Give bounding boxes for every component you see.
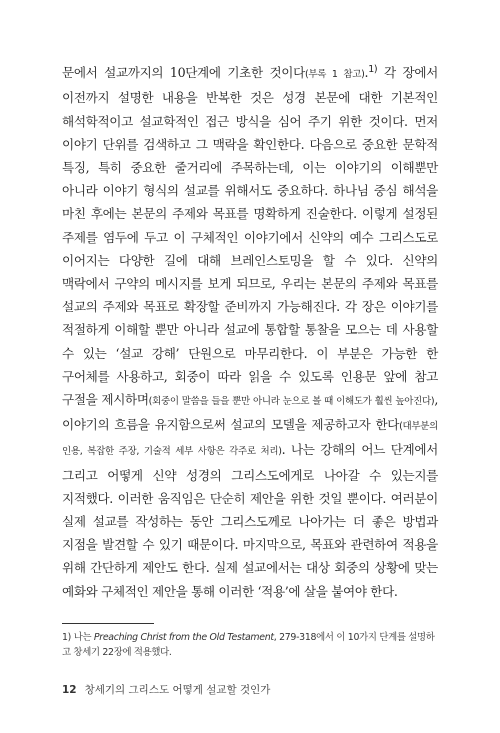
parenthetical-note: (부록 1 참고) — [304, 69, 365, 81]
footnote-text: , 279-318에서 이 10가지 단계를 설명하고 창세기 22장에 적용했다. — [62, 632, 435, 658]
book-title: Preaching Christ from the Old Testament — [93, 632, 274, 643]
text-segment: , 이야기의 흐름을 유지함으로써 설교의 모델을 제공하고자 한다 — [62, 392, 438, 433]
running-title: 창세기의 그리스도 어떻게 설교할 것인가 — [84, 684, 271, 696]
text-segment: 각 장에서 이전까지 설명한 내용을 반복한 것은 성경 본문에 대한 기본적인 해석학적이고 설교학적인 접근 방식을 심어 주기 위한 것이다. 먼저 이야기 단위를 검색하고 그 맥락을 확인한다. 다음으로 중요한 문학적 특징, 특히 중요한 줄거리에 주목하는데, 이는 이야기의 이해뿐만 아니라 이야기 형식의 설교를 위해서도 중요하다. 하나님 중심 해석을 마친 후에는 본문의 주제와 목표를 명확하게 진술한다. 이렇게 설정된 주제를 염두에 두고 이 구체적인 이야기에서 신약의 예수 그리스도로 이어지는 다양한 길에 대해 브레인스토밍을 할 수 있다. 신약의 맥락에서 구약의 메시지를 보게 되므로, 우리는 본문의 주제와 목표를 설교의 주제와 목표로 확장할 준비까지 가능해진다. 각 장은 이야기를 적절하게 이해할 뿐만 아니라 설교에 통합할 통찰을 모으는 데 사용할 수 있는 ‘설교 강해’ 단원으로 마무리한다. 이 부분은 가능한 한 구어체를 사용하고, 회중이 따라 읽을 수 있도록 인용문 앞에 참고 구절을 제시하며 — [62, 65, 438, 408]
parenthetical-note: (회중이 말씀을 들을 뿐만 아니라 눈으로 볼 때 이해도가 훨씬 높아진다) — [148, 396, 435, 408]
page-footer — [62, 682, 270, 697]
body-paragraph — [62, 58, 438, 603]
footnote — [62, 630, 438, 660]
footnote-reference[interactable]: 1) — [368, 64, 378, 75]
footnote-marker: 1) — [62, 632, 72, 643]
text-segment: . 나는 강해의 어느 단계에서 그리고 어떻게 신약 성경의 그리스도에게로 나아갈 수 있는지를 지적했다. 이러한 움직임은 단순히 제안을 위한 것일 뿐이다. 여러분이 실제 설교를 작성하는 동안 그리스도께로 나아가는 더 좋은 방법과 지점을 발견할 수 있기 때문이다. 마지막으로, 목표와 관련하여 적용을 위해 간단하게 제안도 한다. 실제 설교에서는 대상 회중의 상황에 맞는 예화와 구체적인 제안을 통해 이러한 ‘적용’에 살을 붙여야 한다. — [62, 442, 438, 599]
text-segment: . — [364, 65, 369, 81]
paragraph-text — [62, 58, 438, 603]
page-number: 12 — [62, 684, 77, 696]
footnote-divider — [62, 623, 154, 624]
footnote-text: 나는 — [71, 632, 94, 643]
parenthetical-note: (대부분의 인용, 복잡한 주장, 기술적 세부 사항은 각주로 처리) — [62, 421, 438, 458]
text-segment: 문에서 설교까지의 10단계에 기초한 것이다 — [62, 65, 305, 81]
